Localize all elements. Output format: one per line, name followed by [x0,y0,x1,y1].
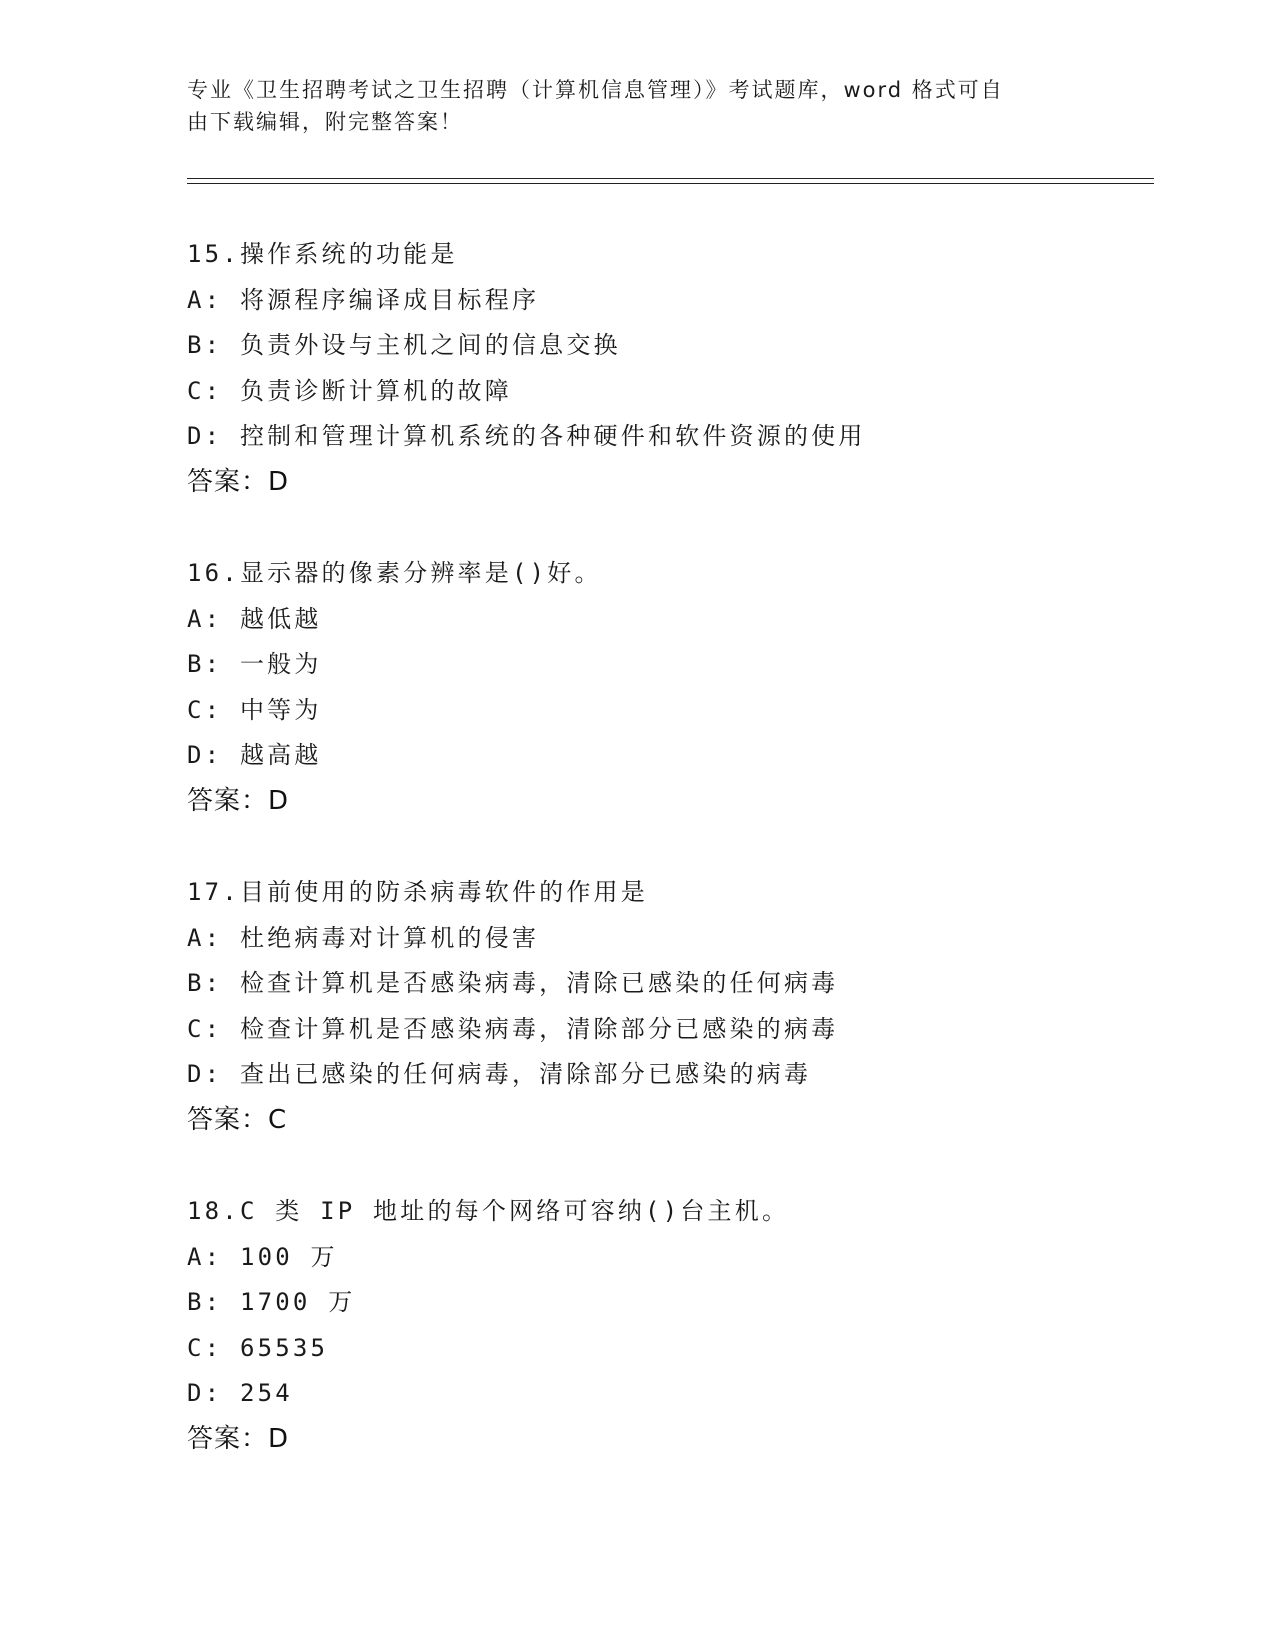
question-stem: 16.显示器的像素分辨率是()好。 [187,559,602,587]
question-17 [187,870,1147,1144]
option-a: A: 越低越 [187,604,322,633]
question-15 [187,232,1147,506]
option-b: B: 负责外设与主机之间的信息交换 [187,331,621,360]
document-header [187,74,1067,138]
answer: 答案：D [187,1423,290,1454]
option-c: C: 65535 [187,1333,329,1362]
header-line-2: 由下载编辑，附完整答案！ [187,110,463,134]
header-divider-top [187,178,1154,179]
header-divider-bottom [187,183,1154,184]
question-16 [187,551,1147,825]
answer: 答案：D [187,785,290,816]
answer: 答案：D [187,466,290,497]
option-c: C: 中等为 [187,695,322,724]
option-b: B: 一般为 [187,650,322,679]
option-a: A: 100 万 [187,1242,338,1271]
option-d: D: 控制和管理计算机系统的各种硬件和软件资源的使用 [187,422,866,451]
option-b: B: 1700 万 [187,1288,356,1317]
question-stem: 15.操作系统的功能是 [187,240,458,268]
option-c: C: 检查计算机是否感染病毒，清除部分已感染的病毒 [187,1014,839,1043]
option-b: B: 检查计算机是否感染病毒，清除已感染的任何病毒 [187,969,839,998]
option-c: C: 负责诊断计算机的故障 [187,376,512,405]
header-line-1: 专业《卫生招聘考试之卫生招聘（计算机信息管理）》考试题库，word 格式可自 [187,78,1004,102]
option-a: A: 将源程序编译成目标程序 [187,285,540,314]
answer: 答案：C [187,1104,288,1135]
option-d: D: 254 [187,1379,293,1408]
question-18 [187,1189,1147,1463]
option-d: D: 越高越 [187,741,322,770]
question-stem: 17.目前使用的防杀病毒软件的作用是 [187,878,648,906]
option-a: A: 杜绝病毒对计算机的侵害 [187,923,540,952]
option-d: D: 查出已感染的任何病毒，清除部分已感染的病毒 [187,1060,812,1089]
question-stem: 18.C 类 IP 地址的每个网络可容纳()台主机。 [187,1197,790,1225]
